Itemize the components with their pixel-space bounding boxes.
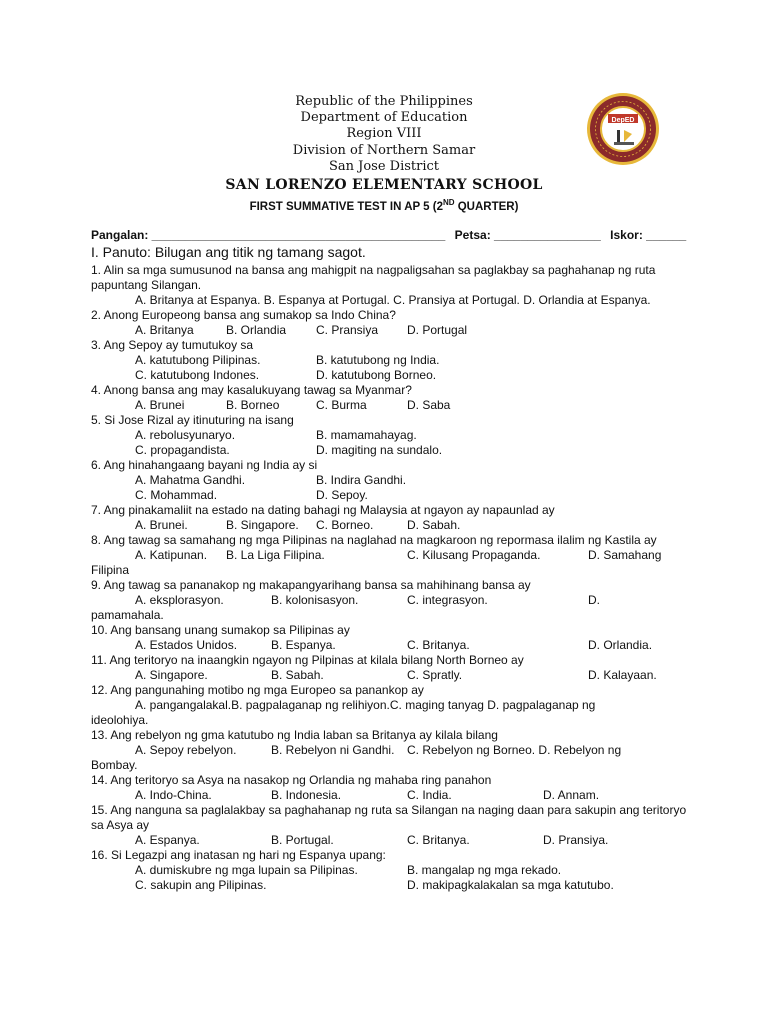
question-3: 3. Ang Sepoy ay tumutukoy sa xyxy=(91,338,254,352)
test-title: FIRST SUMMATIVE TEST IN AP 5 (2ND QUARTER) xyxy=(249,198,519,213)
choice-d[interactable]: D. Pransiya. xyxy=(543,833,609,847)
question-16-options-ab xyxy=(91,863,691,878)
choice-c[interactable]: C. propagandista. xyxy=(135,443,230,457)
choice-b[interactable]: B. mangalap ng mga rekado. xyxy=(407,863,562,877)
question-8: 8. Ang tawag sa samahang ng mga Pilipinas na naglahad na magkaroon ng repormasa ilalim ng Kastila ay xyxy=(91,533,657,547)
question-9-options xyxy=(91,593,691,608)
question-12-options xyxy=(91,698,691,713)
question-14-options xyxy=(91,788,691,803)
choice-b[interactable]: B. Singapore. xyxy=(226,518,299,532)
header-department: Department of Education xyxy=(300,110,468,125)
student-info-fields xyxy=(91,228,691,242)
choice-c[interactable]: C. katutubong Indones. xyxy=(135,368,260,382)
choice-c[interactable]: C. Britanya. xyxy=(407,833,470,847)
question-7-options xyxy=(91,518,691,533)
question-13-options xyxy=(91,743,691,758)
choice-b[interactable]: B. Orlandia xyxy=(226,323,287,337)
deped-seal-icon xyxy=(586,92,660,166)
choice-c[interactable]: C. integrasyon. xyxy=(407,593,488,607)
question-12-continuation: ideolohiya. xyxy=(91,713,149,727)
question-10-options xyxy=(91,638,691,653)
choice[interactable]: A. pangangalakal.B. pagpalaganap ng relihiyon.C. maging tanyag D. pagpalaganap ng xyxy=(135,698,596,712)
choice-c[interactable]: C. Kilusang Propaganda. xyxy=(407,548,541,562)
question-8-options xyxy=(91,548,691,563)
choice-d[interactable]: D. Annam. xyxy=(543,788,600,802)
choice-a[interactable]: A. Singapore. xyxy=(135,668,208,682)
question-2: 2. Anong Europeong bansa ang sumakop sa Indo China? xyxy=(91,308,396,322)
choice-b[interactable]: B. Indira Gandhi. xyxy=(316,473,407,487)
header-region: Region VIII xyxy=(346,126,422,141)
choice-b[interactable]: B. mamamahayag. xyxy=(316,428,417,442)
choice-d[interactable]: D. Sepoy. xyxy=(316,488,368,502)
choice-a[interactable]: A. rebolusyunaryo. xyxy=(135,428,236,442)
choice-a[interactable]: A. Espanya. xyxy=(135,833,200,847)
choice-c[interactable]: C. Burma xyxy=(316,398,367,412)
question-4: 4. Anong bansa ang may kasalukuyang tawag sa Myanmar? xyxy=(91,383,412,397)
question-14: 14. Ang teritoryo sa Asya na nasakop ng Orlandia ng mahaba ring panahon xyxy=(91,773,492,787)
section-title: I. Panuto: Bilugan ang titik ng tamang sagot. xyxy=(91,244,366,260)
question-3-options-ab xyxy=(91,353,691,368)
choice-cd[interactable]: C. Rebelyon ng Borneo. D. Rebelyon ng xyxy=(407,743,622,757)
choice-a[interactable]: A. Indo-China. xyxy=(135,788,212,802)
questions-list xyxy=(91,263,691,893)
question-10: 10. Ang bansang unang sumakop sa Pilipinas ay xyxy=(91,623,350,637)
choice-d[interactable]: D. Samahang xyxy=(588,548,662,562)
choice-a[interactable]: A. katutubong Pilipinas. xyxy=(135,353,261,367)
choice-b[interactable]: B. Sabah. xyxy=(271,668,324,682)
choice-b[interactable]: B. katutubong ng India. xyxy=(316,353,440,367)
question-2-options xyxy=(91,323,691,338)
choice-c[interactable]: C. Mohammad. xyxy=(135,488,218,502)
question-9-continuation: pamamahala. xyxy=(91,608,164,622)
choice-b[interactable]: B. kolonisasyon. xyxy=(271,593,359,607)
choice-a[interactable]: A. Estados Unidos. xyxy=(135,638,238,652)
question-1: 1. Alin sa mga sumusunod na bansa ang mahigpit na nagpaligsahan sa paglakbay sa paghahanap ng ruta papuntang Silangan. xyxy=(91,263,656,292)
question-16: 16. Si Legazpi ang inatasan ng hari ng Espanya upang: xyxy=(91,848,386,862)
question-5-options-ab xyxy=(91,428,691,443)
seal-text: DepED xyxy=(611,117,635,124)
question-13-continuation: Bombay. xyxy=(91,758,138,772)
choice-a[interactable]: A. Sepoy rebelyon. xyxy=(135,743,237,757)
question-4-options xyxy=(91,398,691,413)
choice-b[interactable]: B. Portugal. xyxy=(271,833,334,847)
question-7: 7. Ang pinakamaliit na estado na dating bahagi ng Malaysia at ngayon ay napaunlad ay xyxy=(91,503,555,517)
choice-c[interactable]: C. India. xyxy=(407,788,452,802)
question-8-continuation: Filipina xyxy=(91,563,130,577)
choice-b[interactable]: B. Rebelyon ni Gandhi. xyxy=(271,743,395,757)
choice-a[interactable]: A. Brunei. xyxy=(135,518,188,532)
question-9: 9. Ang tawag sa pananakop ng makapangyarihang bansa sa mahihinang bansa ay xyxy=(91,578,531,592)
choice-a[interactable]: A. Katipunan. xyxy=(135,548,208,562)
choice-b[interactable]: B. Borneo xyxy=(226,398,280,412)
choice-a[interactable]: A. Mahatma Gandhi. xyxy=(135,473,246,487)
choice-d[interactable]: D. makipagkalakalan sa mga katutubo. xyxy=(407,878,614,892)
choice-a[interactable]: A. Brunei xyxy=(135,398,185,412)
question-6: 6. Ang hinahangaang bayani ng India ay si xyxy=(91,458,318,472)
question-11-options xyxy=(91,668,691,683)
question-6-options-ab xyxy=(91,473,691,488)
choice-d[interactable]: D. magiting na sundalo. xyxy=(316,443,443,457)
choice-c[interactable]: C. Britanya. xyxy=(407,638,470,652)
choice-d[interactable]: D. Saba xyxy=(407,398,451,412)
choice-a[interactable]: A. eksplorasyon. xyxy=(135,593,224,607)
question-16-options-cd xyxy=(91,878,691,893)
question-1-options xyxy=(91,293,691,308)
choice-b[interactable]: B. Indonesia. xyxy=(271,788,342,802)
header-republic: Republic of the Philippines xyxy=(295,94,473,109)
choice-d[interactable]: D. Portugal xyxy=(407,323,468,337)
header-district: San Jose District xyxy=(328,159,440,174)
choice-d[interactable]: D. katutubong Borneo. xyxy=(316,368,437,382)
header-division: Division of Northern Samar xyxy=(292,143,476,158)
question-15-options xyxy=(91,833,691,848)
choice-c[interactable]: C. sakupin ang Pilipinas. xyxy=(135,878,267,892)
petsa-field[interactable]: Petsa: ________________ xyxy=(454,228,601,242)
choice-b[interactable]: B. Espanya. xyxy=(271,638,336,652)
question-12: 12. Ang pangunahing motibo ng mga Europeo sa panankop ay xyxy=(91,683,424,697)
choice-b[interactable]: B. La Liga Filipina. xyxy=(226,548,325,562)
choice-a[interactable]: A. dumiskubre ng mga lupain sa Pilipinas. xyxy=(135,863,358,877)
choice-c[interactable]: C. Borneo. xyxy=(316,518,374,532)
question-15: 15. Ang nanguna sa paglalakbay sa paghahanap ng ruta sa Silangan na naging daan para sakupin ang teritoryo sa Asya ay xyxy=(91,803,687,832)
choice-c[interactable]: C. Pransiya xyxy=(316,323,379,337)
choice-c[interactable]: C. Spratly. xyxy=(407,668,463,682)
question-6-options-cd xyxy=(91,488,691,503)
choice-d[interactable]: D. Kalayaan. xyxy=(588,668,657,682)
choice-a[interactable]: A. Britanya xyxy=(135,323,194,337)
choice-d[interactable]: D. Sabah. xyxy=(407,518,461,532)
question-11: 11. Ang teritoryo na inaangkin ngayon ng Pilpinas at kilala bilang North Borneo ay xyxy=(91,653,524,667)
choice-d[interactable]: D. Orlandia. xyxy=(588,638,653,652)
question-13: 13. Ang rebelyon ng gma katutubo ng India laban sa Britanya ay kilala bilang xyxy=(91,728,498,742)
school-name: SAN LORENZO ELEMENTARY SCHOOL xyxy=(225,177,543,193)
question-5: 5. Si Jose Rizal ay itinuturing na isang xyxy=(91,413,294,427)
pangalan-field[interactable]: Pangalan: ____________________________________________ xyxy=(91,228,446,242)
choice-d[interactable]: D. xyxy=(588,593,600,607)
question-3-options-cd xyxy=(91,368,691,383)
iskor-field[interactable]: Iskor: ______ xyxy=(610,228,687,242)
question-5-options-cd xyxy=(91,443,691,458)
choice[interactable]: A. Britanya at Espanya. B. Espanya at Portugal. C. Pransiya at Portugal. D. Orlandia at Espanya. xyxy=(135,293,651,307)
